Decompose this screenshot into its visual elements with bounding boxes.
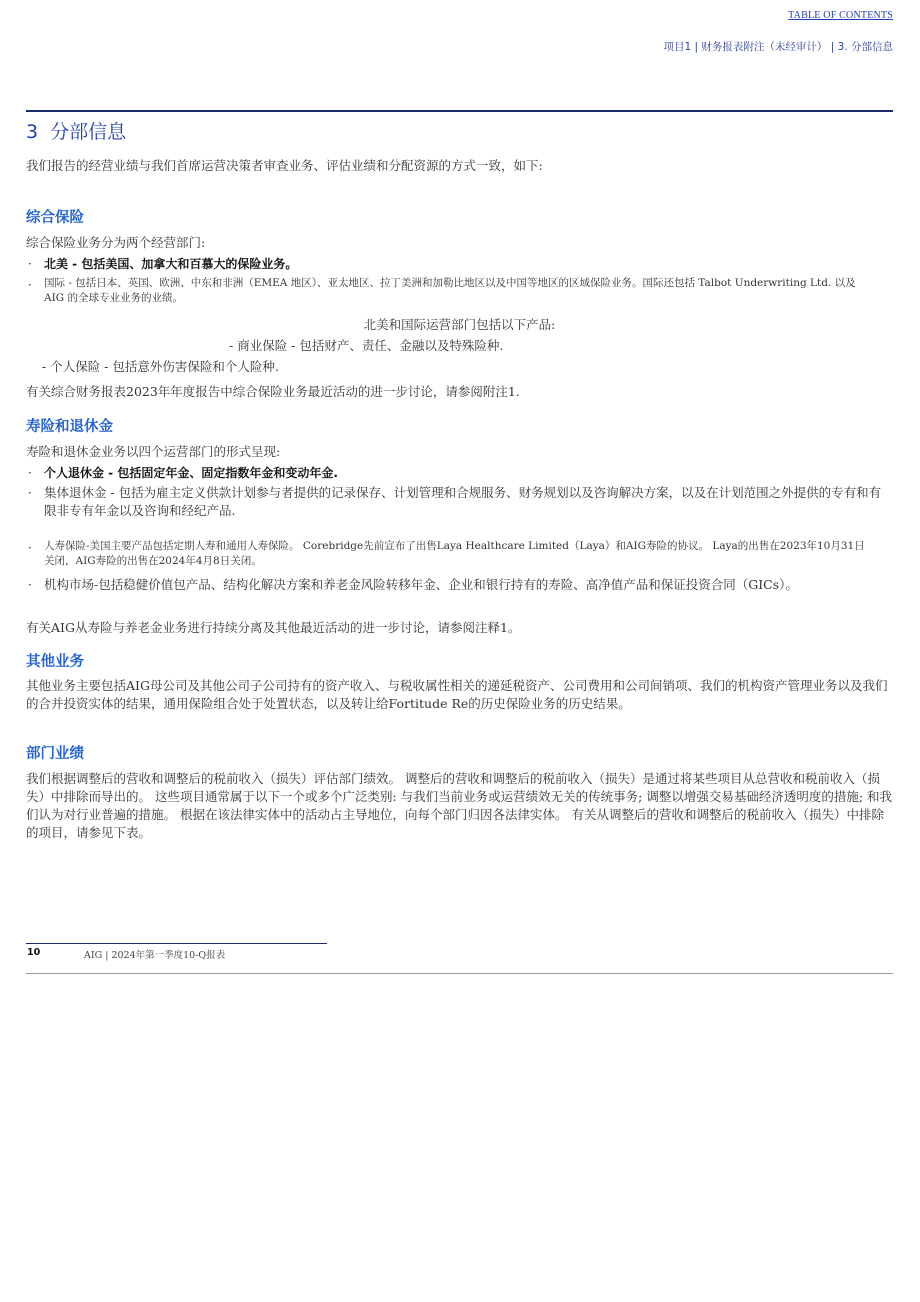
list-item: [26, 484, 893, 520]
bullet-north-america: 北美 - 包括美国、加拿大和百慕大的保险业务。: [44, 257, 298, 271]
footer-document-title: AIG | 2024年第一季度10-Q报表: [84, 950, 226, 961]
list-item: [26, 464, 893, 482]
bullet-individual-retirement: 个人退休金 - 包括固定年金、固定指数年金和变动年金.: [44, 466, 338, 480]
heading-general-insurance: 综合保险: [26, 210, 84, 226]
page-number: 10: [27, 947, 41, 958]
header-divider: [26, 110, 893, 112]
bullet-glyph: ·: [28, 466, 32, 480]
life-retirement-note: 有关AIG从寿险与养老金业务进行持续分离及其他最近活动的进一步讨论，请参阅注释1。: [26, 620, 521, 635]
bullet-glyph: ·: [28, 486, 32, 500]
heading-segment-results: 部门业绩: [26, 746, 84, 762]
list-item: [26, 539, 893, 569]
list-item: [26, 576, 893, 594]
segment-results-body: 我们根据调整后的营收和调整后的税前收入（损失）评估部门绩效。 调整后的营收和调整后的税前收入（损失）是通过将某些项目从总营收和税前收入（损失）中排除而导出的。 这些项目通常属于以下一个或多个广泛类别: 与我们当前业务或运营绩效无关的传统事务; 调整以增强交易基础经济透明度的措施; 和我们认为对行业普遍的措施。 根据在该法律实体中的活动占主导地位，向每个部门归因各法律实体。 有关从调整后的营收和调整后的税前收入（损失）中排除的项目，请参见下表。: [26, 771, 893, 840]
other-operations-body: 其他业务主要包括AIG母公司及其他公司子公司持有的资产收入、与税收属性相关的递延税资产、公司费用和公司间销项、我们的机构资产管理业务以及我们的合并投资实体的结果，通用保险组合处于处置状态，以及转让给Fortitude Re的历史保险业务的历史结果。: [26, 678, 888, 711]
products-intro: 北美和国际运营部门包括以下产品:: [363, 317, 556, 332]
section-intro: 我们报告的经营业绩与我们首席运营决策者审查业务、评估业绩和分配资源的方式一致，如下:: [26, 158, 543, 173]
bullet-glyph: ·: [28, 278, 32, 292]
bullet-institutional-markets: 机构市场-包括稳健价值包产品、结构化解决方案和养老金风险转移年金、企业和银行持有的寿险、高净值产品和保证投资合同（GICs）。: [44, 577, 798, 592]
bullet-international: 国际 - 包括日本、英国、欧洲、中东和非洲（EMEA 地区）、亚太地区、拉丁美洲和加勒比地区以及中国等地区的区域保险业务。国际还包括 Talbot Underwriting Ltd. 以及 AIG 的全球专业业务的业绩。: [44, 277, 856, 304]
bullet-glyph: ·: [28, 578, 32, 592]
heading-other-operations: 其他业务: [26, 654, 84, 670]
general-insurance-intro: 综合保险业务分为两个经营部门:: [26, 235, 206, 250]
footer-divider-short: [26, 943, 327, 944]
list-item: [26, 255, 893, 273]
table-of-contents-link[interactable]: TABLE OF CONTENTS: [788, 10, 893, 21]
product-commercial: - 商业保险 - 包括财产、责任、金融以及特殊险种.: [229, 338, 504, 353]
bullet-glyph: ·: [28, 541, 32, 555]
breadcrumb: 项目1 | 财务报表附注（未经审计） | 3. 分部信息: [663, 41, 893, 53]
section-title-text: 分部信息: [50, 121, 127, 143]
bullet-glyph: ·: [28, 257, 32, 271]
bullet-group-retirement: 集体退休金 - 包括为雇主定义供款计划参与者提供的记录保存、计划管理和合规服务、财务规划以及咨询解决方案，以及在计划范围之外提供的专有和有限非专有年金以及咨询和经纪产品.: [44, 485, 882, 518]
list-item: [26, 276, 893, 306]
section-number: 3: [26, 121, 39, 143]
life-retirement-intro: 寿险和退休金业务以四个运营部门的形式呈现:: [26, 444, 281, 459]
general-insurance-note: 有关综合财务报表2023年年度报告中综合保险业务最近活动的进一步讨论，请参阅附注1.: [26, 384, 520, 399]
heading-life-retirement: 寿险和退休金: [26, 419, 113, 435]
footer-divider-long: [26, 973, 893, 974]
product-personal: - 个人保险 - 包括意外伤害保险和个人险种.: [42, 359, 279, 374]
page-title: [26, 117, 126, 144]
bullet-life-insurance: 人寿保险-美国主要产品包括定期人寿和通用人寿保险。 Corebridge先前宣布了出售Laya Healthcare Limited（Laya）和AIG寿险的协议。 Laya的出售在2023年10月31日关闭，AIG寿险的出售在2024年4月8日关闭。: [44, 540, 865, 567]
